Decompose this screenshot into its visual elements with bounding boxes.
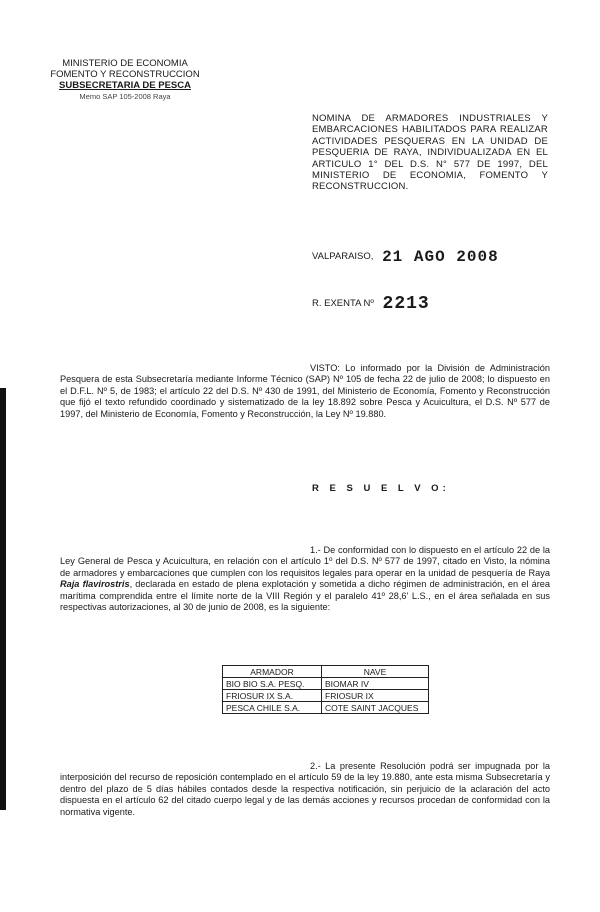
resolution-number [312,294,430,314]
table-row [223,678,429,690]
place-date [312,248,499,266]
document-title: NOMINA DE ARMADORES INDUSTRIALES Y EMBARCACIONES HABILITADOS PARA REALIZAR ACTIVIDADES PESQUERAS EN LA UNIDAD DE PESQUERIA DE RAYA, INDIVIDUALIZADA EN EL ARTICULO 1° DEL D.S. N° 577 DE 1997, DEL MINISTERIO DE ECONOMIA, FOMENTO Y RECONSTRUCCION. [312,113,548,193]
memo-reference: Memo SAP 105-2008 Raya [79,92,171,101]
resolution-label: R. EXENTA Nº [312,298,374,309]
species-name: Raja flavirostris [60,579,130,590]
table-row [223,702,429,714]
armador-cell: FRIOSUR IX S.A. [223,690,322,702]
nave-cell: BIOMAR IV [322,678,429,690]
subsecretaria-line: SUBSECRETARIA DE PESCA [59,80,191,91]
resolution-number-value: 2213 [382,294,430,314]
visto-paragraph: VISTO: Lo informado por la División de Administración Pesquera de esta Subsecretaría mediante Informe Técnico (SAP) Nº 105 de fecha 22 de julio de 2008; lo dispuesto en el D.F.L. Nº 5, de 1983; el artículo 22 del D.S. Nº 430 de 1991, del Ministerio de Economía, Fomento y Reconstrucción que fijó el texto refundido coordinado y sistematizado de la ley 18.892 sobre Pesca y Acuicultura, el D.S. Nº 577 de 1997, del Ministerio de Economía, Fomento y Reconstrucción, la Ley Nº 19.880. [60,363,550,419]
scan-margin-bar [0,388,6,810]
armador-cell: PESCA CHILE S.A. [223,702,322,714]
ministry-subline: FOMENTO Y RECONSTRUCCION [50,69,200,80]
table-row [223,690,429,702]
date-stamp: 21 AGO 2008 [382,248,499,266]
nave-cell: FRIOSUR IX [322,690,429,702]
item-1-text-b: , declarada en estado de plena explotación y sometida a dicho régimen de administración, en el área marítima comprendida entre el límite norte de la VIII Región y el paralelo 41º 28,6' L.S., en el área señalada en sus respectivas autorizaciones, al 30 de junio de 2008, es la siguiente: [60,579,550,613]
armador-cell: BIO BIO S.A. PESQ. [223,678,322,690]
ministry-line: MINISTERIO DE ECONOMIA [62,58,188,69]
item-1-paragraph [60,545,550,613]
city: VALPARAISO, [312,251,374,262]
item-2-paragraph: 2.- La presente Resolución podrá ser impugnada por la interposición del recurso de reposición contemplado en el artículo 59 de la ley 19.880, ante esta misma Subsecretaría y dentro del plazo de 5 días hábiles contados desde la respectiva notificación, sin perjuicio de la aclaración del acto dispuesta en el artículo 62 del citado cuerpo legal y de las demás acciones y recursos procedan de conformidad con la normativa vigente. [60,761,550,817]
header-armador: ARMADOR [223,666,322,678]
resuelvo-heading: R E S U E L V O: [312,483,450,494]
item-1-text-a: 1.- De conformidad con lo dispuesto en el artículo 22 de la Ley General de Pesca y Acuicultura, en relación con el artículo 1º del D.S. Nº 577 de 1997, citado en Visto, la nómina de armadores y embarcaciones que cumplen con los requisitos legales para operar en la unidad de pesquería de Raya [60,545,550,578]
table-header-row [223,666,429,678]
nave-cell: COTE SAINT JACQUES [322,702,429,714]
armadores-table [222,665,429,714]
letterhead [40,58,210,102]
header-nave: NAVE [322,666,429,678]
